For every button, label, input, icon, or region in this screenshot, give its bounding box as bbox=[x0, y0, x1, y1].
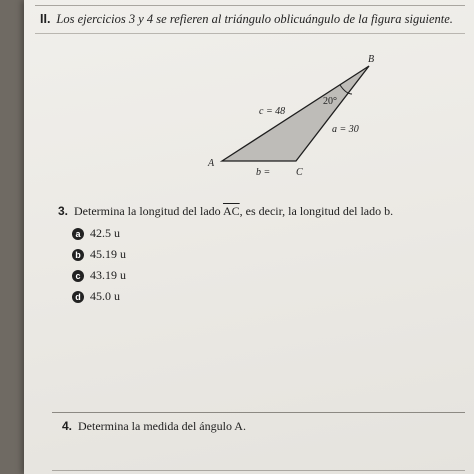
option-a[interactable] bbox=[72, 226, 120, 241]
vertex-b-label: B bbox=[368, 54, 375, 65]
option-a-badge: a bbox=[72, 228, 84, 240]
side-c-label: c = 48 bbox=[259, 106, 286, 117]
option-c-text: 43.19 u bbox=[90, 268, 126, 282]
triangle-shape bbox=[222, 66, 369, 161]
question-3-suffix: , es decir, la longitud del lado b. bbox=[239, 204, 394, 218]
section-numeral: II. bbox=[40, 12, 51, 26]
option-b-badge: b bbox=[72, 249, 84, 261]
option-d-text: 45.0 u bbox=[90, 289, 120, 303]
option-d-badge: d bbox=[72, 291, 84, 303]
angle-b-label: 20° bbox=[323, 96, 337, 107]
side-b-label: b = bbox=[256, 167, 271, 178]
question-3-prefix: Determina la longitud del lado bbox=[74, 204, 223, 218]
question-4-prompt bbox=[62, 419, 246, 434]
bottom-rule bbox=[52, 470, 465, 471]
option-d[interactable] bbox=[72, 289, 120, 304]
question-4-text: Determina la medida del ángulo A. bbox=[78, 419, 246, 433]
side-a-label: a = 30 bbox=[332, 124, 359, 135]
option-c[interactable] bbox=[72, 268, 126, 283]
segment-ac: $\overline{AC}$ bbox=[222, 204, 240, 218]
option-a-text: 42.5 u bbox=[90, 226, 120, 240]
option-b-text: 45.19 u bbox=[90, 247, 126, 261]
vertex-c-label: C bbox=[296, 167, 303, 178]
vertex-a-label: A bbox=[208, 158, 215, 169]
section-instructions: Los ejercicios 3 y 4 se refieren al triángulo oblicuángulo de la figura siguiente. bbox=[56, 12, 453, 26]
question-4-number: 4. bbox=[62, 419, 73, 433]
question-3-prompt bbox=[58, 204, 393, 219]
question-divider bbox=[52, 412, 465, 413]
option-b[interactable] bbox=[72, 247, 126, 262]
question-3-number: 3. bbox=[58, 204, 69, 218]
option-c-badge: c bbox=[72, 270, 84, 282]
